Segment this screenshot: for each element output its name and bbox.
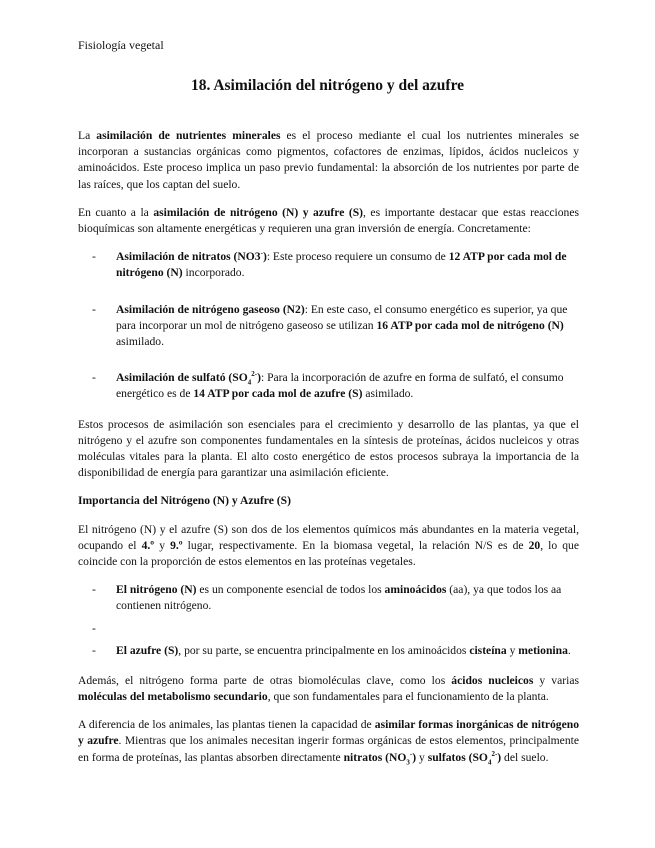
text: : Este proceso requiere un consumo de <box>266 250 449 264</box>
document-body <box>78 128 579 778</box>
bold-term: Asimilación de nitratos (NO3-) <box>116 249 267 264</box>
text: es el proceso mediante el cual los nutrientes minerales se incorporan a sustancias orgánicas como pigmentos, cofactores de enzimas, lípidos, ácidos nucleicos y aminoácidos. Este proceso implica un paso previo fundamental: la absorción de los nutrientes por parte de las raíces, que los captan del suelo. <box>78 129 579 191</box>
bold-term: 14 ATP por cada mol de azufre (S) <box>193 387 363 401</box>
bold-term: 16 ATP por cada mol de nitrógeno (N) <box>376 318 564 332</box>
list-dash: - <box>92 250 96 264</box>
elements-list <box>78 582 579 659</box>
paragraph-energy <box>78 205 579 237</box>
bold-term: asimilación de nutrientes minerales <box>96 129 281 142</box>
text: asimilado. <box>116 335 164 349</box>
bold-term: asimilación de nitrógeno (N) y azufre (S) <box>153 205 364 219</box>
page-title: 18. Asimilación del nitrógeno y del azufre <box>190 77 465 94</box>
bold-term: El azufre (S) <box>116 643 179 657</box>
list-item-sulfur: - El azufre (S), por su parte, se encuentra principalmente en los aminoácidos cisteína y metionina. <box>78 643 579 659</box>
list-dash: - <box>92 621 96 635</box>
list-item-sulfate <box>78 370 579 402</box>
bold-term: Asimilación de nitrógeno gaseoso (N2) <box>116 302 305 316</box>
paragraph-abundance: El nitrógeno (N) y el azufre (S) son dos de los elementos químicos más abundantes en la materia vegetal, ocupando el 4.º y 9.º lugar, respectivamente. En la biomasa vegetal, la relación N/S es de 20, lo que coincide con la proporción de estos elementos en las proteínas vegetales. <box>78 522 579 569</box>
list-item-nitrogen: - El nitrógeno (N) es un componente esencial de todos los aminoácidos (aa), ya que todos los aa contienen nitrógeno. <box>92 583 562 613</box>
text: asimilado. <box>362 387 414 401</box>
list-item-empty <box>78 621 579 637</box>
list-dash: - <box>92 643 96 657</box>
paragraph-intro <box>78 128 579 193</box>
paragraph-processes: Estos procesos de asimilación son esenciales para el crecimiento y desarrollo de las plantas, ya que el nitrógeno y el azufre son componentes fundamentales en la síntesis de proteínas, ácidos nucleicos y otras moléculas vitales para la planta. El alto costo energético de estos procesos subraya la importancia de la disponibilidad de energía para garantizar una asimilación eficiente. <box>78 417 579 480</box>
bold-term: cisteína <box>469 643 507 657</box>
list-item-n2 <box>78 302 579 351</box>
text: En cuanto a la <box>78 205 154 219</box>
list-dash: - <box>92 583 96 597</box>
text: : Para la incorporación de azufre en forma de sulfató, el consumo energético es de <box>116 371 564 401</box>
text: : En este caso, el consumo energético es superior, ya que para incorporar un mol de nitrógeno gaseoso se utilizan <box>116 302 568 332</box>
list-dash: - <box>92 371 96 385</box>
bold-term: Asimilación de sulfató $(SO_4^{2-})$ <box>116 370 261 387</box>
list-item-nitrates <box>78 249 579 281</box>
paragraph-plants-vs-animals: A diferencia de los animales, las plantas tienen la capacidad de asimilar formas inorgánicas de nitrógeno y azufre. Mientras que los animales necesitan ingerir formas orgánicas de estos elementos, principalmente en forma de proteínas, las plantas absorben directamente nitratos $(NO_3^-)$ y sulfatos $(SO_4^{2-})$ del suelo. <box>78 718 579 766</box>
energy-list <box>78 249 579 402</box>
paragraph-biomolecules: Además, el nitrógeno forma parte de otras biomoléculas clave, como los ácidos nucleicos y varias moléculas del metabolismo secundario, que son fundamentales para el funcionamiento de la planta. <box>78 673 579 704</box>
running-header: Fisiología vegetal <box>78 38 164 52</box>
bold-term: El nitrógeno (N) <box>116 583 197 597</box>
bold-term: aminoácidos <box>384 583 447 597</box>
text: incorporado. <box>182 266 245 280</box>
bold-term: 12 ATP por cada mol de nitrógeno (N) <box>116 250 567 280</box>
text: La <box>78 129 97 142</box>
text: , es importante destacar que estas reacciones bioquímicas son altamente energéticas y requieren una gran inversión de energía. Concretamente: <box>78 205 580 236</box>
bold-term: metionina <box>518 643 568 657</box>
list-dash: - <box>92 302 96 316</box>
section-subheading: Importancia del Nitrógeno (N) y Azufre (S) <box>78 494 291 508</box>
